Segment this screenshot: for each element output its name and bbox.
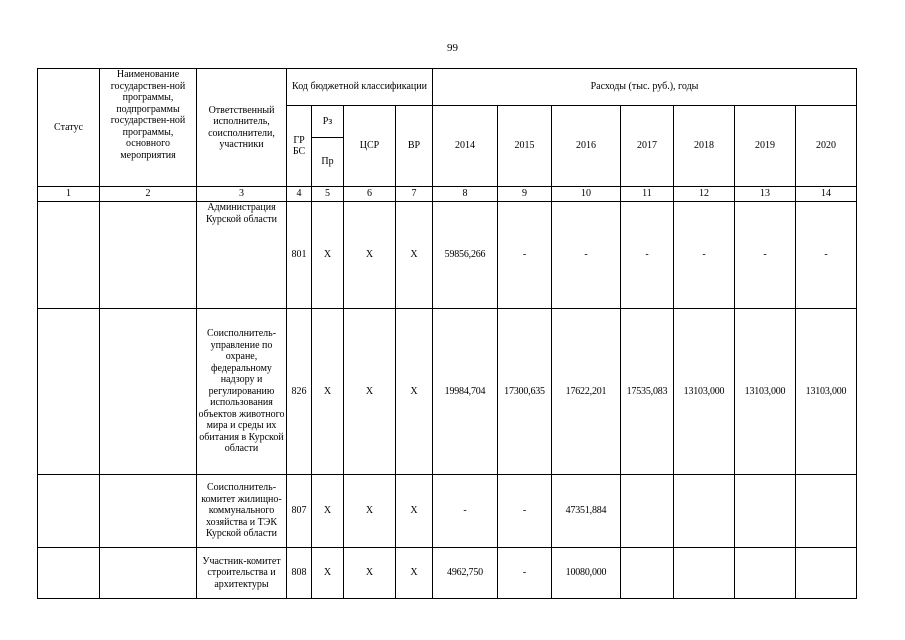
value-cell: -	[552, 202, 621, 309]
column-number: 8	[433, 187, 498, 202]
status-cell	[38, 309, 100, 475]
header-year: 2020	[796, 106, 857, 187]
value-cell: -	[621, 202, 674, 309]
column-number: 13	[735, 187, 796, 202]
header-row	[38, 69, 857, 106]
value-cell: 10080,000	[552, 548, 621, 599]
value-cell: 47351,884	[552, 475, 621, 548]
value-cell: 17535,083	[621, 309, 674, 475]
value-cell	[621, 475, 674, 548]
value-cell	[674, 475, 735, 548]
value-cell: -	[433, 475, 498, 548]
value-cell	[621, 548, 674, 599]
value-cell: 17300,635	[498, 309, 552, 475]
value-cell	[796, 548, 857, 599]
column-number: 3	[197, 187, 287, 202]
rzpr-cell: Х	[312, 202, 344, 309]
header-name: Наименование государствен-ной программы, подпрограммы государствен-ной программы, основного мероприятия	[100, 69, 197, 187]
column-number: 6	[344, 187, 396, 202]
column-number: 14	[796, 187, 857, 202]
header-vr: ВР	[396, 106, 433, 187]
value-cell: 19984,704	[433, 309, 498, 475]
value-cell: 13103,000	[674, 309, 735, 475]
header-status: Статус	[38, 69, 100, 187]
header-year: 2014	[433, 106, 498, 187]
header-csr: ЦСР	[344, 106, 396, 187]
grbs-cell: 826	[287, 309, 312, 475]
value-cell: -	[498, 548, 552, 599]
csr-cell: Х	[344, 202, 396, 309]
budget-table	[37, 68, 857, 599]
rzpr-cell: Х	[312, 309, 344, 475]
value-cell	[674, 548, 735, 599]
header-year: 2018	[674, 106, 735, 187]
status-cell	[38, 548, 100, 599]
header-year: 2015	[498, 106, 552, 187]
header-rz: Рз	[312, 106, 344, 138]
column-number: 11	[621, 187, 674, 202]
value-cell: 17622,201	[552, 309, 621, 475]
value-cell	[796, 475, 857, 548]
grbs-cell: 801	[287, 202, 312, 309]
column-number: 2	[100, 187, 197, 202]
value-cell: 4962,750	[433, 548, 498, 599]
responsible-cell: Участник-комитет строительства и архитектуры	[197, 548, 287, 599]
vr-cell: Х	[396, 548, 433, 599]
header-responsible: Ответственный исполнитель, соисполнители, участники	[197, 69, 287, 187]
table-row	[38, 309, 857, 475]
value-cell: -	[735, 202, 796, 309]
name-cell	[100, 309, 197, 475]
column-number: 5	[312, 187, 344, 202]
status-cell	[38, 475, 100, 548]
name-cell	[100, 548, 197, 599]
header-year: 2017	[621, 106, 674, 187]
csr-cell: Х	[344, 309, 396, 475]
rzpr-cell: Х	[312, 475, 344, 548]
header-budget-code: Код бюджетной классификации	[287, 69, 433, 106]
status-cell	[38, 202, 100, 309]
grbs-cell: 807	[287, 475, 312, 548]
csr-cell: Х	[344, 475, 396, 548]
responsible-cell: Администрация Курской области	[197, 202, 287, 309]
header-expenses: Расходы (тыс. руб.), годы	[433, 69, 857, 106]
column-number: 10	[552, 187, 621, 202]
name-cell	[100, 475, 197, 548]
responsible-cell: Соисполнитель-управление по охране, федеральному надзору и регулированию использования объектов животного мира и среды их обитания в Курской области	[197, 309, 287, 475]
header-pr: Пр	[312, 138, 344, 187]
value-cell: 13103,000	[796, 309, 857, 475]
header-grbs: ГР БС	[287, 106, 312, 187]
header-year: 2019	[735, 106, 796, 187]
value-cell	[735, 548, 796, 599]
value-cell: -	[498, 475, 552, 548]
table-row	[38, 548, 857, 599]
value-cell: -	[796, 202, 857, 309]
vr-cell: Х	[396, 202, 433, 309]
column-number: 7	[396, 187, 433, 202]
column-number: 1	[38, 187, 100, 202]
rzpr-cell: Х	[312, 548, 344, 599]
value-cell: 59856,266	[433, 202, 498, 309]
page-number: 99	[447, 42, 458, 54]
column-number: 12	[674, 187, 735, 202]
column-number: 9	[498, 187, 552, 202]
value-cell: -	[674, 202, 735, 309]
csr-cell: Х	[344, 548, 396, 599]
grbs-cell: 808	[287, 548, 312, 599]
value-cell: -	[498, 202, 552, 309]
vr-cell: Х	[396, 309, 433, 475]
table-row	[38, 475, 857, 548]
table-row	[38, 202, 857, 309]
value-cell	[735, 475, 796, 548]
name-cell	[100, 202, 197, 309]
column-number-row	[38, 187, 857, 202]
value-cell: 13103,000	[735, 309, 796, 475]
header-year: 2016	[552, 106, 621, 187]
vr-cell: Х	[396, 475, 433, 548]
column-number: 4	[287, 187, 312, 202]
responsible-cell: Соисполнитель-комитет жилищно-коммунального хозяйства и ТЭК Курской области	[197, 475, 287, 548]
